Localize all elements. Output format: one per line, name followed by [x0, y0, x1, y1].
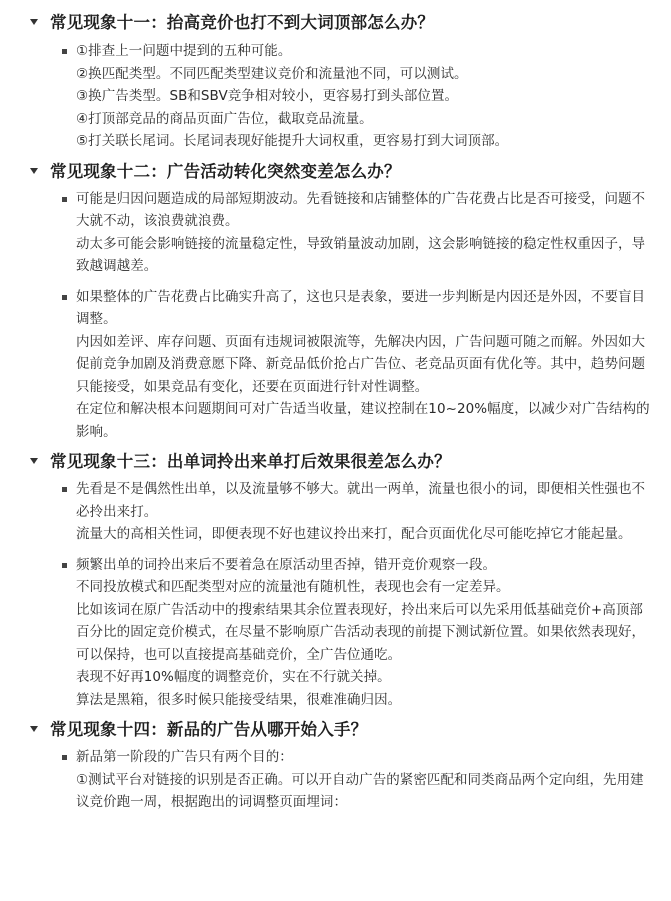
- paragraph: 流量大的高相关性词，即便表现不好也建议拎出来打，配合页面优化尽可能吃掉它才能起量。: [76, 526, 632, 542]
- section-header[interactable]: [0, 713, 671, 743]
- paragraph: 不同投放模式和匹配类型对应的流量池有随机性，表现也会有一定差异。: [76, 579, 510, 595]
- section-header[interactable]: [0, 155, 671, 185]
- paragraph: 比如该词在原广告活动中的搜索结果其余位置表现好，拎出来后可以先采用低基础竞价+高顶部百分比的固定竞价模式，在尽量不影响原广告活动表现的前提下测试新位置。如果依然表现好，可以保持，也可以直接提高基础竞价，全广告位通吃。: [76, 601, 646, 663]
- paragraph: ①测试平台对链接的识别是否正确。可以开自动广告的紧密匹配和同类商品两个定向组，先用建议竞价跑一周，根据跑出的词调整页面埋词：: [76, 771, 644, 810]
- paragraph: 动太多可能会影响链接的流量稳定性，导致销量波动加剧，这会影响链接的稳定性权重因子，导致越调越差。: [76, 235, 646, 274]
- list-item: [76, 40, 656, 153]
- list-item: [76, 478, 656, 546]
- bullet-icon: [62, 295, 67, 300]
- paragraph: 内因如差评、库存问题、页面有违规词被限流等，先解决内因，广告问题可随之而解。外因如大促前竞争加剧及消费意愿下降、新竞品低价抢占广告位、老竞品页面有优化等。其中，趋势问题只能接受，如果竞品有变化，还要在页面进行针对性调整。: [76, 333, 646, 395]
- section-title: 常见现象十二：广告活动转化突然变差怎么办？: [50, 161, 401, 181]
- section-header[interactable]: [0, 445, 671, 475]
- bullet-icon: [62, 755, 67, 760]
- section-12: [0, 155, 671, 444]
- paragraph: 先看是不是偶然性出单，以及流量够不够大。就出一两单，流量也很小的词，即便相关性强也不必拎出来打。: [76, 481, 646, 520]
- bullet-icon: [62, 49, 67, 54]
- paragraph: 新品第一阶段的广告只有两个目的：: [76, 749, 293, 765]
- list-item: [76, 286, 656, 444]
- section-title: 常见现象十一：抬高竞价也打不到大词顶部怎么办？: [50, 13, 435, 32]
- paragraph: ⑤打关联长尾词。长尾词表现好能提升大词权重，更容易打到大词顶部。: [76, 133, 509, 149]
- collapse-caret-icon[interactable]: [30, 726, 38, 732]
- collapse-caret-icon[interactable]: [30, 458, 38, 464]
- paragraph: 如果整体的广告花费占比确实升高了，这也只是表象，要进一步判断是内因还是外因，不要盲目调整。: [76, 288, 646, 327]
- section-title: 常见现象十三：出单词拎出来单打后效果很差怎么办？: [50, 452, 451, 471]
- paragraph: 在定位和解决根本问题期间可对广告适当收量，建议控制在10~20%幅度，以减少对广告结构的影响。: [76, 401, 650, 440]
- paragraph: ③换广告类型。SB和SBV竞争相对较小，更容易打到头部位置。: [76, 88, 459, 104]
- collapse-caret-icon[interactable]: [30, 168, 38, 174]
- bullet-icon: [62, 197, 67, 202]
- section-14: [0, 713, 671, 814]
- paragraph: 可能是归因问题造成的局部短期波动。先看链接和店铺整体的广告花费占比是否可接受，问题不大就不动，该浪费就浪费。: [76, 190, 646, 229]
- paragraph: 算法是黑箱，很多时候只能接受结果，很难准确归因。: [76, 691, 402, 708]
- list-item: [76, 188, 656, 278]
- paragraph: ④打顶部竞品的商品页面广告位，截取竞品流量。: [76, 110, 373, 127]
- paragraph: ①排查上一问题中提到的五种可能。: [76, 43, 292, 59]
- bullet-icon: [62, 487, 67, 492]
- collapse-caret-icon[interactable]: [30, 19, 38, 25]
- list-item: [76, 554, 656, 712]
- section-header[interactable]: [0, 6, 671, 36]
- section-13: [0, 445, 671, 711]
- list-item: [76, 746, 656, 814]
- section-title: 常见现象十四：新品的广告从哪开始入手？: [50, 720, 368, 739]
- paragraph: 频繁出单的词拎出来后不要着急在原活动里否掉，错开竞价观察一段。: [76, 556, 497, 573]
- paragraph: ②换匹配类型。不同匹配类型建议竞价和流量池不同，可以测试。: [76, 65, 468, 82]
- bullet-icon: [62, 563, 67, 568]
- paragraph: 表现不好再10%幅度的调整竞价，实在不行就关掉。: [76, 669, 391, 685]
- section-11: [0, 6, 671, 153]
